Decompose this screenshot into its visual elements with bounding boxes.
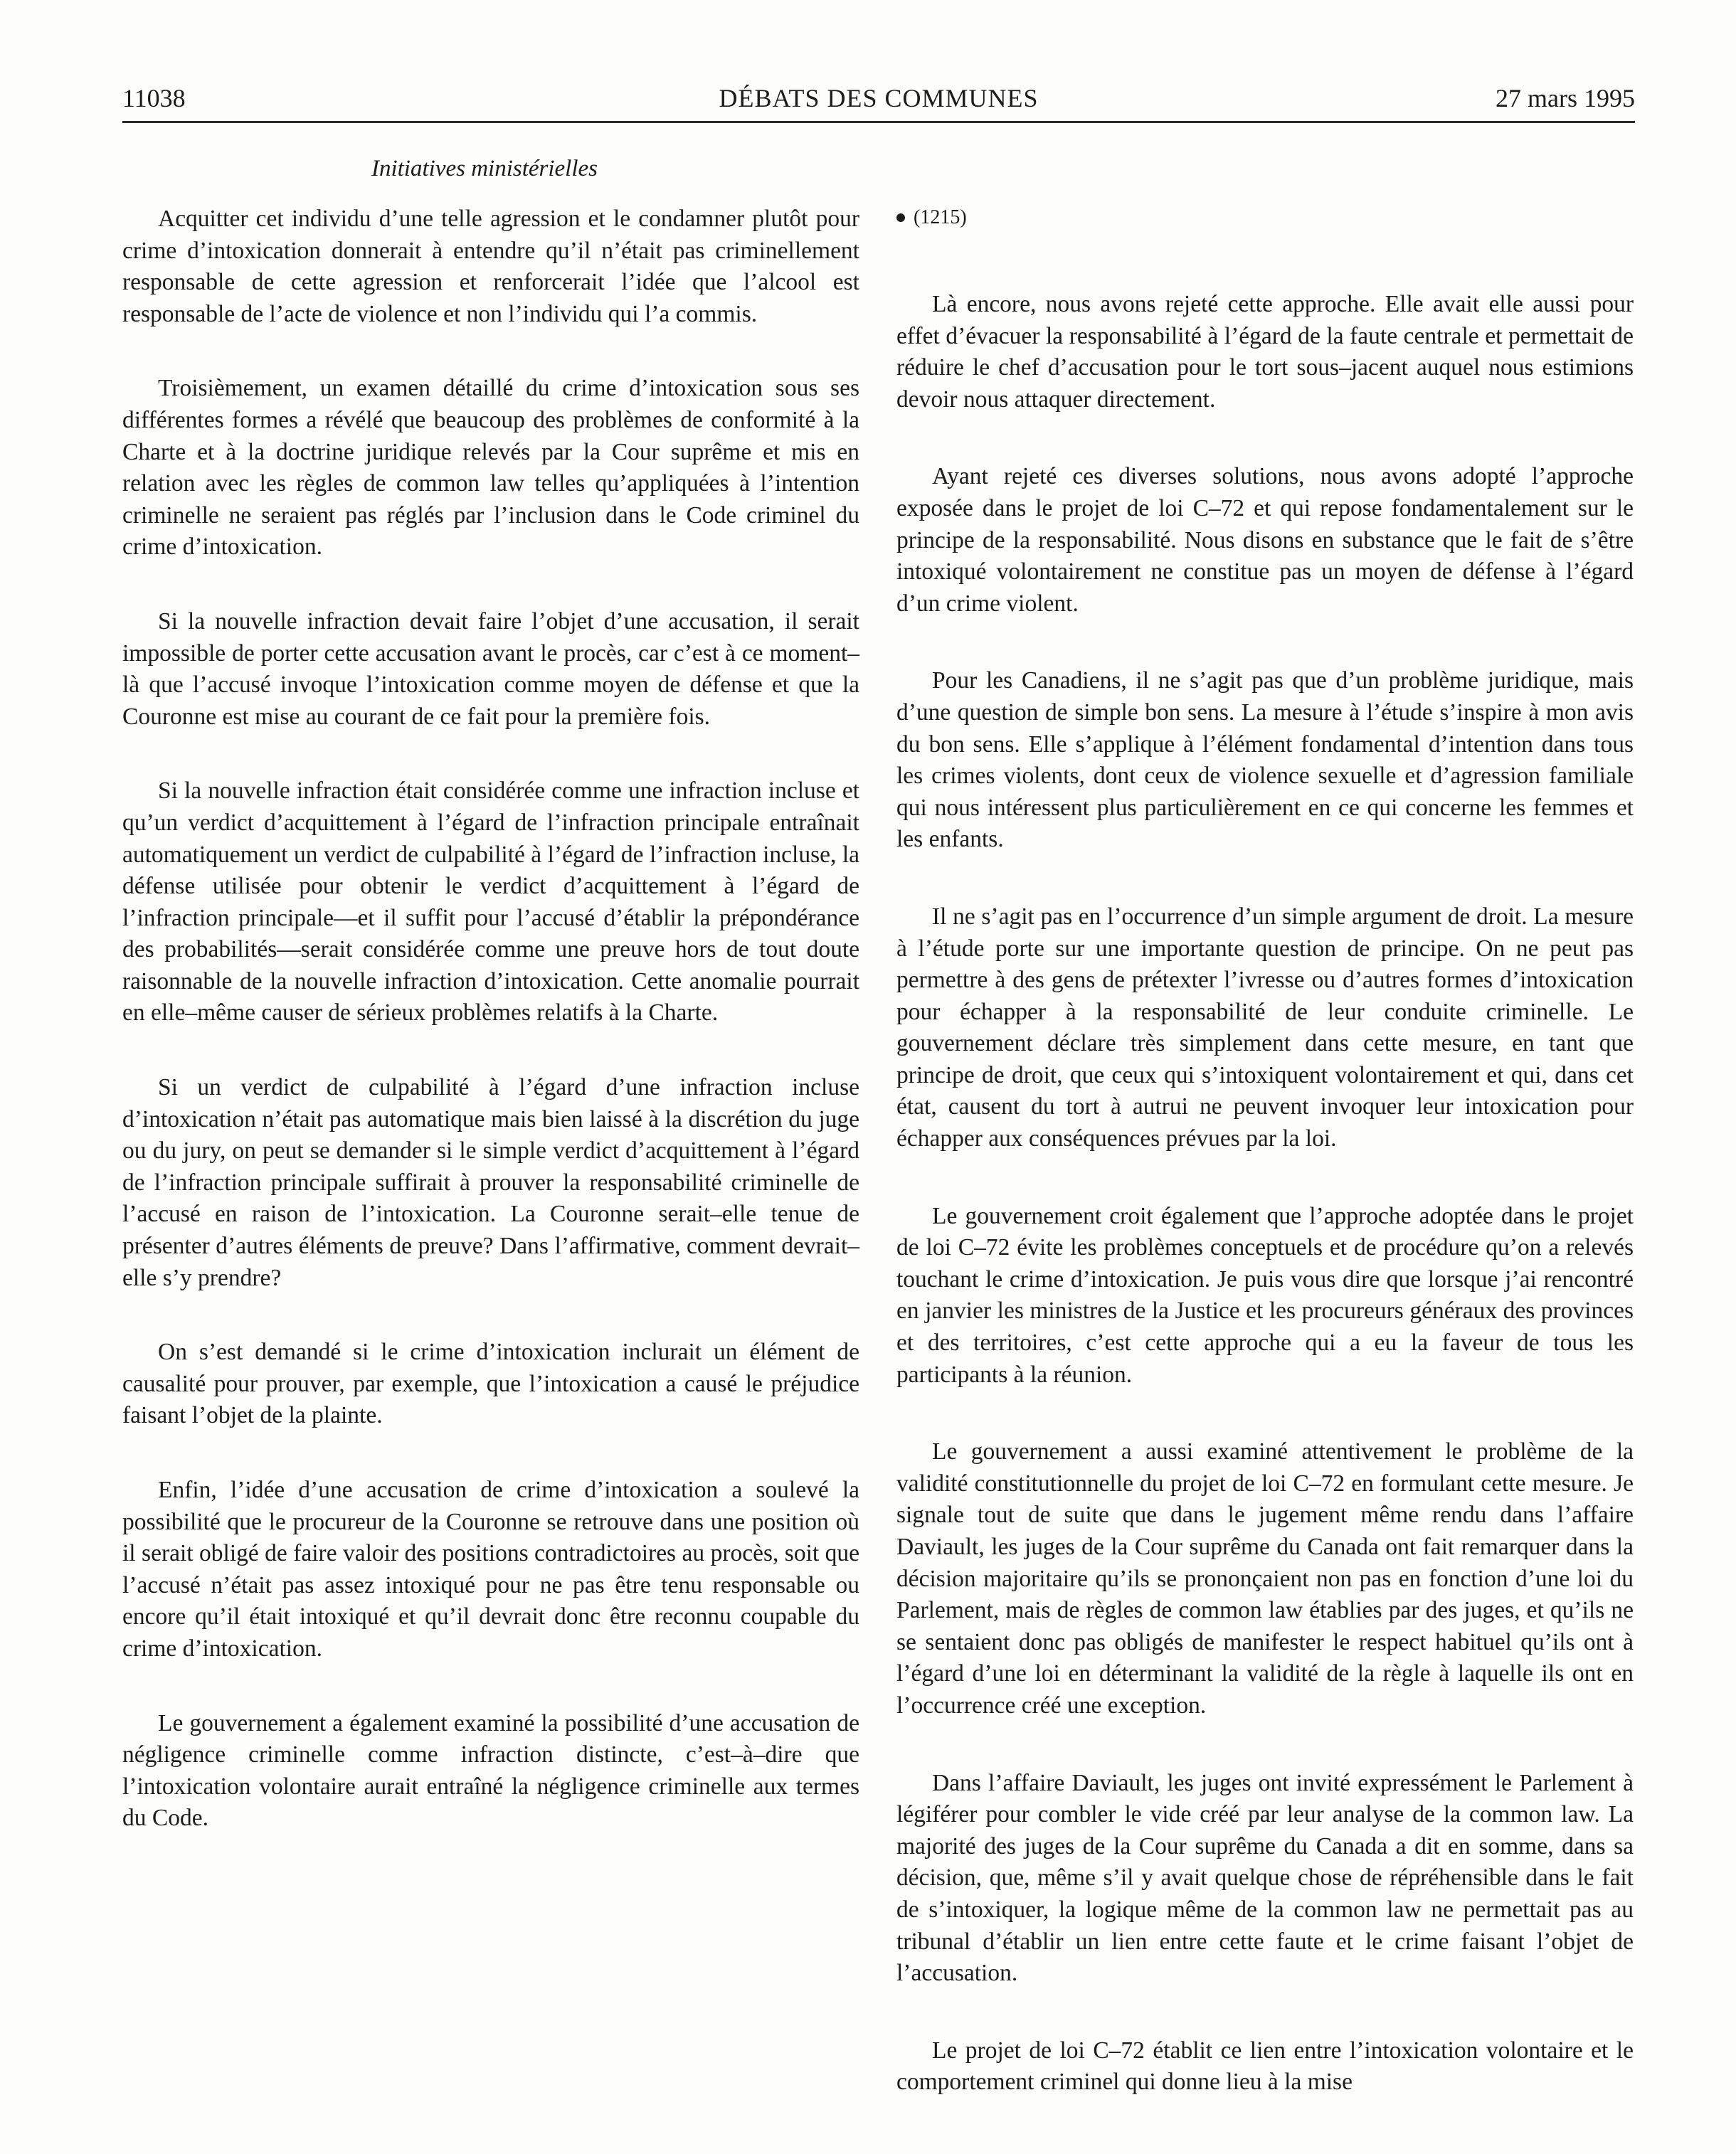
header-rule [122, 121, 1635, 123]
paragraph: Le gouvernement croit également que l’approche adoptée dans le projet de loi C–72 évite les problèmes conceptuels et de procédure qu’on a relevés touchant le crime d’intoxication. Je puis vous dire que lorsque j’ai rencontré en janvier les ministres de la Justice et les procureurs généraux des provinces et des territoires, c’est cette approche qui a eu la faveur de tous les participants à la réunion. [896, 1202, 1634, 1388]
page-number: 11038 [122, 84, 186, 112]
bullet-icon [896, 213, 905, 222]
page-header [122, 77, 1635, 120]
paragraph: Il ne s’agit pas en l’occurrence d’un simple argument de droit. La mesure à l’étude porte sur une importante question de principe. On ne peut pas permettre à des gens de prétexter l’ivresse ou d’autres formes d’intoxication pour échapper à la responsabilité de leur conduite criminelle. Le gouvernement déclare très simplement dans cette mesure, en tant que principe de droit, que ceux qui s’intoxiquent volontairement et qui, dans cet état, causent du tort à autrui ne peuvent invoquer leur intoxication pour échapper aux conséquences prévues par la loi. [896, 903, 1634, 1152]
paragraph: Acquitter cet individu d’une telle agression et le condamner plutôt pour crime d’intoxication donnerait à entendre qu’il n’était pas criminellement responsable de cette agression et renforcerait l’idée que l’alcool est responsable de l’acte de violence et non l’individu qui l’a commis. [122, 206, 859, 327]
paragraph: Si un verdict de culpabilité à l’égard d’une infraction incluse d’intoxication n’était pas automatique mais bien laissé à la discrétion du juge ou du jury, on peut se demander si le simple verdict d’acquittement à l’égard de l’infraction principale suffirait à prouver la responsabilité criminelle de l’accusé en raison de l’intoxication. La Couronne serait–elle tenue de présenter d’autres éléments de preuve? Dans l’affirmative, comment devrait–elle s’y prendre? [122, 1074, 859, 1291]
section-title: Initiatives ministérielles [371, 156, 598, 181]
timestamp: (1215) [914, 206, 967, 228]
paragraph: Troisièmement, un examen détaillé du crime d’intoxication sous ses différentes formes a révélé que beaucoup des problèmes de conformité à la Charte et à la doctrine juridique relevés par la Cour suprême et mis en relation avec les règles de common law telles qu’appliquées à l’intention criminelle ne seraient pas réglés par l’inclusion dans le Code criminel du crime d’intoxication. [122, 375, 859, 561]
paragraph: Là encore, nous avons rejeté cette approche. Elle avait elle aussi pour effet d’évacuer la responsabilité à l’égard de la faute centrale et permettait de réduire le chef d’accusation pour le tort sous–jacent auquel nous estimions devoir nous attaquer directement. [896, 291, 1634, 413]
paragraph: Le projet de loi C–72 établit ce lien entre l’intoxication volontaire et le comportement criminel qui donne lieu à la mise [896, 2037, 1634, 2096]
right-column [896, 203, 1634, 2099]
left-column [122, 203, 859, 1835]
paragraph: Ayant rejeté ces diverses solutions, nous avons adopté l’approche exposée dans le projet de loi C–72 et qui repose fondamentalement sur le principe de la responsabilité. Nous disons en substance que le fait de s’être intoxiqué volontairement ne constitue pas un moyen de défense à l’égard d’un crime violent. [896, 463, 1634, 617]
paragraph: Si la nouvelle infraction devait faire l’objet d’une accusation, il serait impossible de porter cette accusation avant le procès, car c’est à ce moment–là que l’accusé invoque l’intoxication comme moyen de défense et que la Couronne est mise au courant de ce fait pour la première fois. [122, 608, 859, 730]
paragraph: Dans l’affaire Daviault, les juges ont invité expressément le Parlement à légiférer pour combler le vide créé par leur analyse de la common law. La majorité des juges de la Cour suprême du Canada a dit en somme, dans sa décision, que, même s’il y avait quelque chose de répréhensible dans le fait de s’intoxiquer, la logique même de la common law ne permettait pas au tribunal d’établir un lien entre cette faute et le crime faisant l’objet de l’accusation. [896, 1769, 1634, 1987]
timestamp-marker [896, 203, 1634, 232]
paragraph: Enfin, l’idée d’une accusation de crime d’intoxication a soulevé la possibilité que le procureur de la Couronne se retrouve dans une position où il serait obligé de faire valoir des positions contradictoires au procès, soit que l’accusé n’était pas assez intoxiqué pour ne pas être tenu responsable ou encore qu’il était intoxiqué et qu’il devrait donc être reconnu coupable du crime d’intoxication. [122, 1477, 859, 1662]
paragraph: Pour les Canadiens, il ne s’agit pas que d’un problème juridique, mais d’une question de simple bon sens. La mesure à l’étude s’inspire à mon avis du bon sens. Elle s’applique à l’élément fondamental d’intention dans tous les crimes violents, dont ceux de violence sexuelle et d’agression familiale qui nous intéressent plus particulièrement en ce qui concerne les femmes et les enfants. [896, 667, 1634, 853]
publication-date: 27 mars 1995 [1496, 84, 1635, 112]
publication-title: DÉBATS DES COMMUNES [719, 84, 1039, 112]
paragraph: Si la nouvelle infraction était considérée comme une infraction incluse et qu’un verdict d’acquittement à l’égard de l’infraction principale entraînait automatiquement un verdict de culpabilité à l’égard de l’infraction incluse, la défense utilisée pour obtenir le verdict d’acquittement à l’égard de l’infraction principale—et il suffit pour l’accusé d’établir la prépondérance des probabilités—serait considérée comme une preuve hors de tout doute raisonnable de la nouvelle infraction d’intoxication. Cette anomalie pourrait en elle–même causer de sérieux problèmes relatifs à la Charte. [122, 778, 859, 1026]
paragraph: On s’est demandé si le crime d’intoxication inclurait un élément de causalité pour prouver, par exemple, que l’intoxication a causé le préjudice faisant l’objet de la plainte. [122, 1339, 859, 1429]
paragraph: Le gouvernement a également examiné la possibilité d’une accusation de négligence criminelle comme infraction distincte, c’est–à–dire que l’intoxication volontaire aurait entraîné la négligence criminelle aux termes du Code. [122, 1709, 859, 1832]
paragraph: Le gouvernement a aussi examiné attentivement le problème de la validité constitutionnelle du projet de loi C–72 en formulant cette mesure. Je signale tout de suite que dans le jugement même rendu dans l’affaire Daviault, les juges de la Cour suprême du Canada ont fait remarquer dans la décision majoritaire qu’ils se prononçaient non pas en fonction d’une loi du Parlement, mais de règles de common law établies par des juges, et qu’ils ne se sentaient donc pas obligés de manifester le respect habituel qu’ils ont à l’égard d’une loi en déterminant la validité de la règle à laquelle ils ont en l’occurrence créé une exception. [896, 1438, 1634, 1719]
